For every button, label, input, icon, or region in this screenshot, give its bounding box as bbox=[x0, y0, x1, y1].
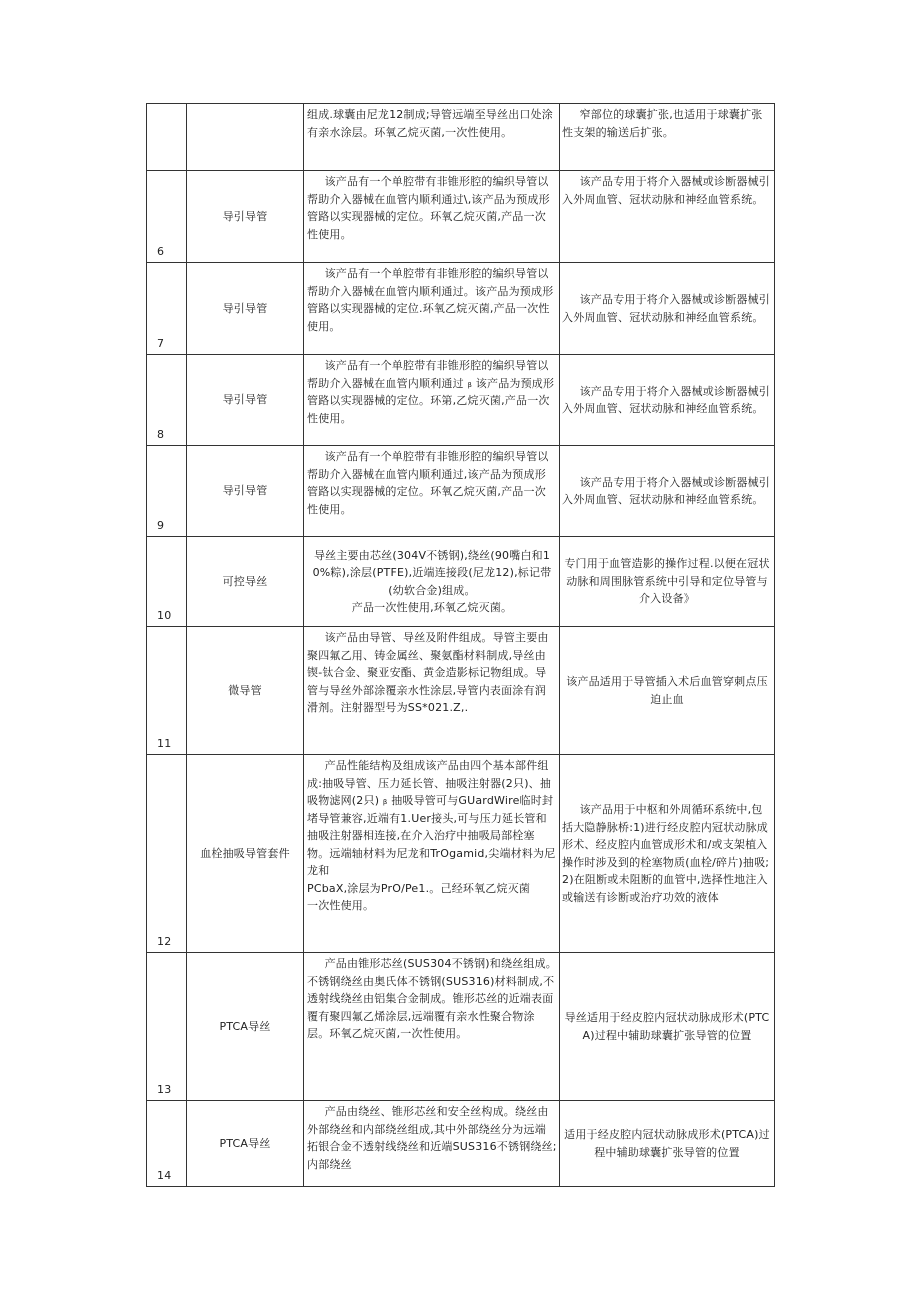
product-description: 该产品有一个单腔带有非锥形腔的编织导管以帮助介入器械在血管内顺利通过\,该产品为预成形管路以实现器械的定位。环氧乙烷灭菌,产品一次性使用。 bbox=[304, 171, 560, 263]
product-table bbox=[146, 103, 775, 1187]
product-name bbox=[187, 104, 304, 171]
table-row bbox=[147, 953, 775, 1101]
product-description: 导丝主要由芯丝(304V不锈钢),绕丝(90嘴白和10%粽),涂层(PTFE),近端连接段(尼龙12),标记带(幼软合金)组成。 产品一次性使用,环氧乙烷灭菌。 bbox=[304, 537, 560, 627]
product-name: 导引导管 bbox=[187, 355, 304, 446]
row-number: 6 bbox=[147, 171, 187, 263]
product-name: 微导管 bbox=[187, 627, 304, 755]
product-usage: 适用于经皮腔内冠状动脉成形术(PTCA)过程中辅助球囊扩张导管的位置 bbox=[560, 1101, 775, 1187]
product-name: PTCA导丝 bbox=[187, 1101, 304, 1187]
product-description: 产品由绕丝、锥形芯丝和安全丝构成。绕丝由外部绕丝和内部绕丝组成,其中外部绕丝分为远端拓银合金不透射线绕丝和近端SUS316不锈钢绕丝;内部绕丝 bbox=[304, 1101, 560, 1187]
product-description: 该产品有一个单腔带有非锥形腔的编织导管以帮助介入器械在血管内顺利通过。该产品为预成形管路以实现器械的定位.环氧乙烷灭菌,产品一次性使用。 bbox=[304, 263, 560, 355]
product-usage: 窄部位的球囊扩张,也适用于球囊扩张性支架的输送后扩张。 bbox=[560, 104, 775, 171]
product-usage: 该产品专用于将介入器械或诊断器械引入外周血管、冠状动脉和神经血管系统。 bbox=[560, 171, 775, 263]
row-number: 8 bbox=[147, 355, 187, 446]
product-usage: 专门用于血管造影的操作过程.以便在冠状动脉和周围脉管系统中引导和定位导管与介入设备》 bbox=[560, 537, 775, 627]
product-name: 导引导管 bbox=[187, 263, 304, 355]
product-usage: 该产品专用于将介入器械或诊断器械引入外周血管、冠状动脉和神经血管系统。 bbox=[560, 355, 775, 446]
table-row bbox=[147, 104, 775, 171]
row-number: 13 bbox=[147, 953, 187, 1101]
row-number bbox=[147, 104, 187, 171]
table-row bbox=[147, 171, 775, 263]
product-name: 导引导管 bbox=[187, 446, 304, 537]
row-number: 10 bbox=[147, 537, 187, 627]
row-number: 7 bbox=[147, 263, 187, 355]
table-row bbox=[147, 446, 775, 537]
table-row bbox=[147, 537, 775, 627]
row-number: 11 bbox=[147, 627, 187, 755]
product-description: 产品性能结构及组成该产品由四个基本部件组成:抽吸导管、压力延长管、抽吸注射器(2只)、抽吸物滤网(2只) ᵦ 抽吸导管可与GUardWire临时封堵导管兼容,近端有1.Uer接头,可与压力延长管和抽吸注射器相连接,在介入治疗中抽吸局部栓塞物。远端轴材料为尼龙和TrOgamid,尖端材料为尼龙和 PCbaX,涂层为PrO/Pe1.。己经环氧乙烷灭菌 一次性使用。 bbox=[304, 755, 560, 953]
product-name: 血栓抽吸导管套件 bbox=[187, 755, 304, 953]
product-usage: 该产品适用于导管插入术后血管穿刺点压迫止血 bbox=[560, 627, 775, 755]
product-name: 导引导管 bbox=[187, 171, 304, 263]
table-row bbox=[147, 263, 775, 355]
product-description: 该产品有一个单腔带有非锥形腔的编织导管以帮助介入器械在血管内顺利通过 ᵦ 该产品为预成形管路以实现器械的定位。环第,乙烷灭菌,产品一次性使用。 bbox=[304, 355, 560, 446]
product-usage: 该产品用于中枢和外周循环系统中,包括大隐静脉桥:1)进行经皮腔内冠状动脉成形术、经皮腔内血管成形术和/或支架植入操作时涉及到的栓塞物质(血栓/碎片)抽吸;2)在阻断或未阻断的血管中,选择性地注入或输送有诊断或治疗功效的液体 bbox=[560, 755, 775, 953]
row-number: 14 bbox=[147, 1101, 187, 1187]
table-row bbox=[147, 355, 775, 446]
product-description: 产品由锥形芯丝(SUS304不锈钢)和绕丝组成。不锈钢绕丝由奥氏体不锈钢(SUS316)材料制成,不透射线绕丝由铝集合金制成。锥形芯丝的近端表面覆有聚四氟乙烯涂层,远端覆有亲水性聚合物涂层。环氧乙烷灭菌,一次性使用。 bbox=[304, 953, 560, 1101]
row-number: 12 bbox=[147, 755, 187, 953]
product-name: PTCA导丝 bbox=[187, 953, 304, 1101]
product-description: 该产品由导管、导丝及附件组成。导管主要由聚四氟乙用、铸金属丝、聚氨酯材料制成,导丝由锲-钛合金、聚亚安酯、黄金造影标记物组成。导管与导丝外部涂覆亲水性涂层,导管内表面涂有润滑剂。注射器型号为SS*021.Z,. bbox=[304, 627, 560, 755]
product-usage: 导丝适用于经皮腔内冠状动脉成形术(PTCA)过程中辅助球囊扩张导管的位置 bbox=[560, 953, 775, 1101]
product-usage: 该产品专用于将介入器械或诊断器械引入外周血管、冠状动脉和神经血管系统。 bbox=[560, 446, 775, 537]
product-description: 该产品有一个单腔带有非锥形腔的编织导管以帮助介入器械在血管内顺利通过,该产品为预成形管路以实现器械的定位。环氧乙烷灭菌,产品一次性使用。 bbox=[304, 446, 560, 537]
product-description: 组成.球囊由尼龙12制成;导管远端至导丝出口处涂有亲水涂层。环氧乙烷灭菌,一次性使用。 bbox=[304, 104, 560, 171]
product-name: 可控导丝 bbox=[187, 537, 304, 627]
table-row bbox=[147, 627, 775, 755]
row-number: 9 bbox=[147, 446, 187, 537]
product-usage: 该产品专用于将介入器械或诊断器械引入外周血管、冠状动脉和神经血管系统。 bbox=[560, 263, 775, 355]
table-row bbox=[147, 755, 775, 953]
table-row bbox=[147, 1101, 775, 1187]
